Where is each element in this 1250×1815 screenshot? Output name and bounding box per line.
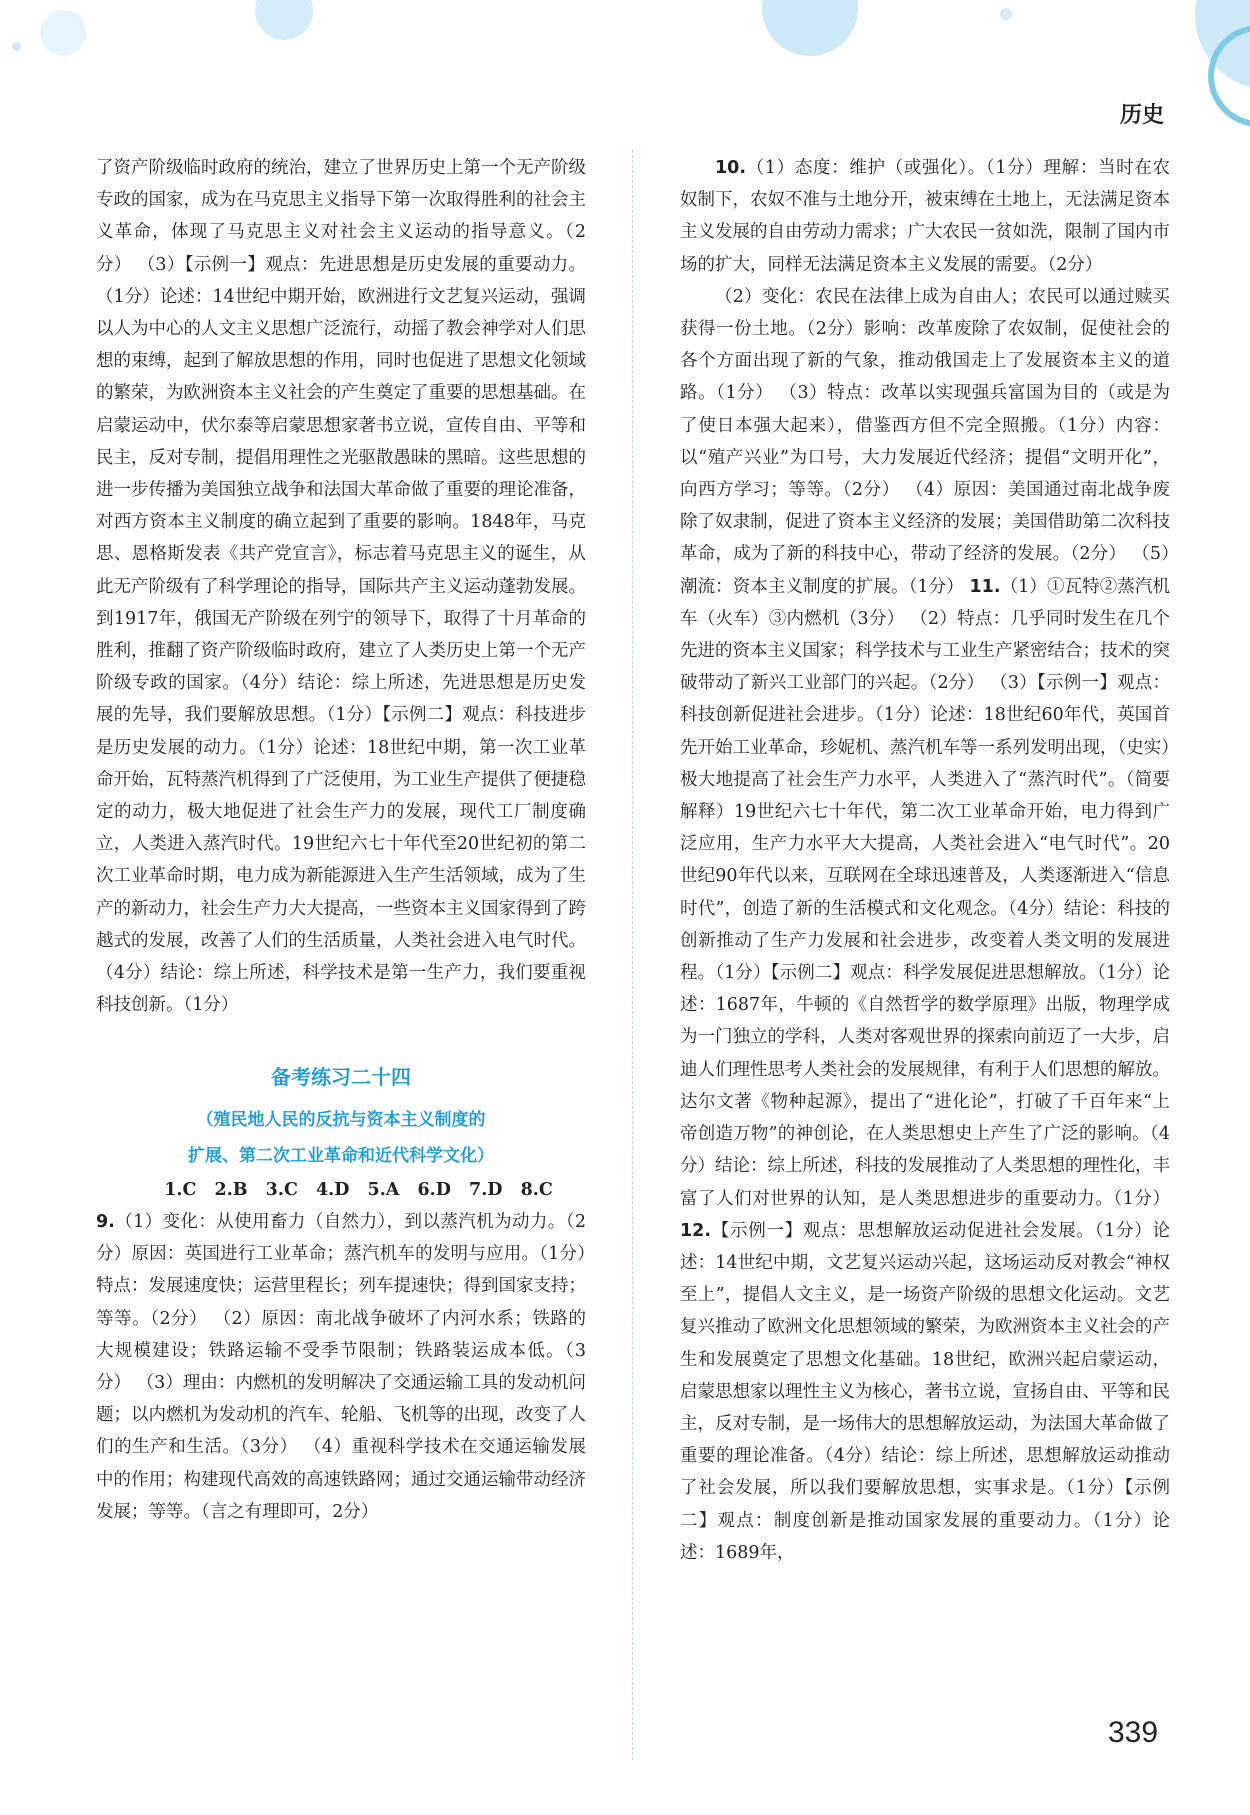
decor-circle bbox=[255, 0, 313, 40]
answer-item: 2.B bbox=[214, 1179, 248, 1200]
section-subtitle-line2: 扩展、第二次工业革命和近代科学文化） bbox=[188, 1145, 494, 1166]
decor-dot bbox=[1000, 8, 1012, 20]
decor-circle bbox=[40, 10, 86, 56]
question-11-text: （1）①瓦特②蒸汽机车（火车）③内燃机（3分） （2）特点：几乎同时发生在几个先进的资本主义国家；科学技术与工业生产紧密结合；技术的突破带动了新兴工业部门的兴起。（2分） （3）【示例一】观点：科技创新促进社会进步。（1分）论述：18世纪60年代，英国首先开始工业革命，珍妮机、蒸汽机车等一系列发明出现，（史实）极大地提高了社会生产力水平，人类进入了“蒸汽时代”。（简要解释）19世纪六七十年代，第二次工业革命开始，电力得到广泛应用，生产力水平大大提高，人类社会进入“电气时代”。20世纪90年代以来，互联网在全球迅速普及，人类逐渐进入“信息时代”，创造了新的生活模式和文化观念。（4分）结论：科技的创新推动了生产力发展和社会进步，改变着人类文明的发展进程。（1分）【示例二】观点：科学发展促进思想解放。（1分）论述：1687年，牛顿的《自然哲学的数学原理》出版，物理学成为一门独立的学科，人类对客观世界的探索向前迈了一大步，启迪人们理性思考人类社会的发展规律，有利于人们思想的解放。达尔文著《物种起源》，提出了“进化论”，打破了千百年来“上帝创造万物”的神创论，在人类思想史上产生了广泛的影响。（4分）结论：综上所述，科技的发展推动了人类思想的理性化，丰富了人们对世界的认知，是人类思想进步的重要动力。（1分） bbox=[680, 576, 1170, 1209]
section-title: 备考练习二十四 bbox=[271, 1065, 411, 1090]
answer-item: 1.C bbox=[164, 1179, 197, 1200]
answer-item: 3.C bbox=[265, 1179, 298, 1200]
answer-item: 6.D bbox=[417, 1179, 451, 1200]
question-9-text: （1）变化：从使用畜力（自然力），到以蒸汽机为动力。（2分）原因：英国进行工业革命；蒸汽机车的发明与应用。（1分）特点：发展速度快；运营里程长；列车提速快；得到国家支持；等等。（2分） （2）原因：南北战争破坏了内河水系；铁路的大规模建设；铁路运输不受季节限制；铁路装运成本低。（3分） （3）理由：内燃机的发明解决了交通运输工具的发动机问题；以内燃机为发动机的汽车、轮船、飞机等的出现，改变了人们的生产和生活。（3分） （4）重视科学技术在交通运输发展中的作用；构建现代高效的高速铁路网；通过交通运输带动经济发展；等等。（言之有理即可，2分） bbox=[96, 1211, 586, 1522]
subject-header: 历史 bbox=[1120, 103, 1165, 128]
question-number: 11. bbox=[969, 576, 1001, 597]
right-column bbox=[680, 152, 1170, 1569]
multiple-choice-answers bbox=[96, 1174, 586, 1206]
answer-item: 5.A bbox=[367, 1179, 400, 1200]
continued-answer: 了资产阶级临时政府的统治，建立了世界历史上第一个无产阶级专政的国家，成为在马克思主义指导下第一次取得胜利的社会主义革命，体现了马克思主义对社会主义运动的指导意义。（2分） （3）【示例一】观点：先进思想是历史发展的重要动力。（1分）论述：14世纪中期开始，欧洲进行文艺复兴运动，强调以人为中心的人文主义思想广泛流行，动摇了教会神学对人们思想的束缚，起到了解放思想的作用，同时也促进了思想文化领域的繁荣，为欧洲资本主义社会的产生奠定了重要的思想基础。在启蒙运动中，伏尔泰等启蒙思想家著书立说，宣传自由、平等和民主，反对专制，提倡用理性之光驱散愚昧的黑暗。这些思想的进一步传播为美国独立战争和法国大革命做了重要的理论准备，对西方资本主义制度的确立起到了重要的影响。1848年，马克思、恩格斯发表《共产党宣言》，标志着马克思主义的诞生，从此无产阶级有了科学理论的指导，国际共产主义运动蓬勃发展。到1917年，俄国无产阶级在列宁的领导下，取得了十月革命的胜利，推翻了资产阶级临时政府，建立了人类历史上第一个无产阶级专政的国家。（4分）结论：综上所述，先进思想是历史发展的先导，我们要解放思想。（1分）【示例二】观点：科技进步是历史发展的动力。（1分）论述：18世纪中期，第一次工业革命开始，瓦特蒸汽机得到了广泛使用，为工业生产提供了便捷稳定的动力，极大地促进了社会生产力的发展，现代工厂制度确立，人类进入蒸汽时代。19世纪六七十年代至20世纪初的第二次工业革命时期，电力成为新能源进入生产生活领域，成为了生产的新动力，社会生产力大大提高，一些资本主义国家得到了跨越式的发展，改善了人们的生活质量，人类社会进入电气时代。（4分）结论：综上所述，科学技术是第一生产力，我们要重视科技创新。（1分） bbox=[96, 158, 586, 1016]
question-number: 10. bbox=[715, 158, 747, 178]
page-number: 339 bbox=[1108, 1716, 1159, 1749]
question-10-continued bbox=[680, 281, 1170, 1569]
question-12-text: 【示例一】观点：思想解放运动促进社会发展。（1分）论述：14世纪中期，文艺复兴运动兴起，这场运动反对教会“神权至上”，提倡人文主义，是一场资产阶级的思想文化运动。文艺复兴推动了欧洲文化思想领域的繁荣，为欧洲资本主义社会的产生和发展奠定了思想文化基础。18世纪，欧洲兴起启蒙运动，启蒙思想家以理性主义为核心，著书立说，宣扬自由、平等和民主，反对专制，是一场伟大的思想解放运动，为法国大革命做了重要的理论准备。（4分）结论：综上所述，思想解放运动推动了社会发展，所以我们要解放思想，实事求是。（1分）【示例二】观点：制度创新是推动国家发展的重要动力。（1分）论述：1689年， bbox=[680, 1220, 1170, 1563]
answer-item: 4.D bbox=[315, 1179, 350, 1200]
section-subtitle-line1: （殖民地人民的反抗与资本主义制度的 bbox=[196, 1109, 486, 1130]
column-divider bbox=[632, 150, 633, 1760]
question-10-answer bbox=[680, 152, 1170, 281]
decor-dot bbox=[12, 42, 21, 51]
left-column bbox=[96, 152, 586, 1528]
decor-circle bbox=[762, 0, 858, 56]
question-10-part2: （2）变化：农民在法律上成为自由人；农民可以通过赎买获得一份土地。（2分）影响：改革废除了农奴制，促使社会的各个方面出现了新的气象，推动俄国走上了发展资本主义的道路。（1分） （3）特点：改革以实现强兵富国为目的（或是为了使日本强大起来），借鉴西方但不完全照搬。（1分）内容：以“殖产兴业”为口号，大力发展近代经济；提倡“文明开化”，向西方学习；等等。（2分） （4）原因：美国通过南北战争废除了奴隶制，促进了资本主义经济的发展；美国借助第二次科技革命，成为了新的科技中心，带动了经济的发展。（2分） （5）潮流：资本主义制度的扩展。（1分） bbox=[680, 286, 1170, 597]
question-10-part1: （1）态度：维护（或强化）。（1分）理解：当时在农奴制下，农奴不准与土地分开，被束缚在土地上，无法满足资本主义发展的自由劳动力需求；广大农民一贫如洗，限制了国内市场的扩大，同样无法满足资本主义发展的需要。（2分） bbox=[680, 158, 1170, 275]
question-9-answer bbox=[96, 1206, 586, 1528]
answer-item: 8.C bbox=[520, 1179, 553, 1200]
question-number: 9. bbox=[96, 1211, 115, 1232]
question-number: 12. bbox=[680, 1220, 712, 1241]
answer-item: 7.D bbox=[469, 1179, 503, 1200]
